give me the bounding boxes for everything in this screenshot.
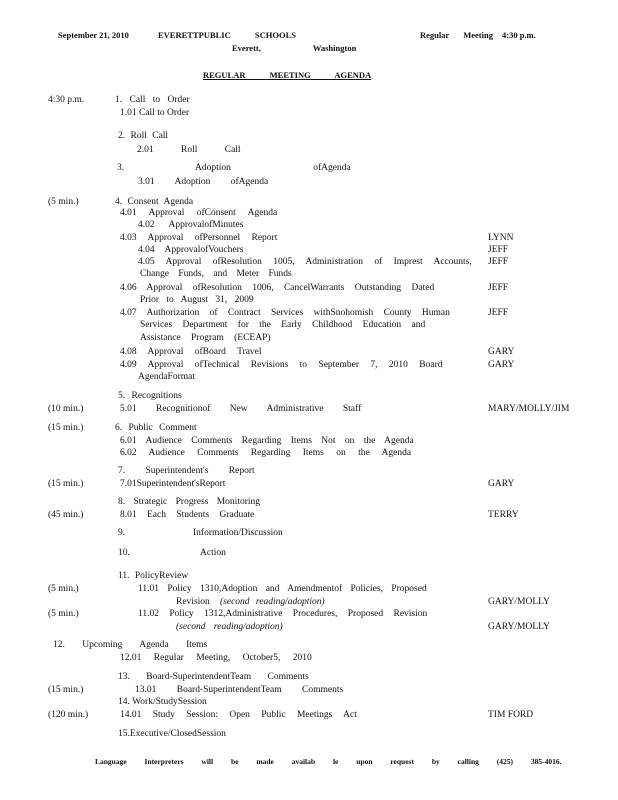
agenda-item: 6.02 Audience Comments Regarding Items on the Agenda: [120, 448, 412, 458]
meeting-date: September 21, 2010: [58, 30, 129, 40]
time-allotment: (10 min.): [48, 404, 84, 414]
agenda-item-continued: Services Department for the Early Childhood Education and: [140, 320, 426, 330]
presenter: LYNN: [488, 233, 514, 243]
agenda-item: 3.01 Adoption ofAgenda: [138, 177, 269, 187]
agenda-item: 4. Consent Agenda: [115, 197, 194, 207]
agenda-item: 11.01 Policy 1310,Adoption and Amendmentof Policies, Proposed: [138, 584, 427, 594]
agenda-item: 1.01 Call to Order: [120, 108, 190, 118]
agenda-item: 7.01Superintendent'sReport: [120, 479, 226, 489]
time-allotment: (45 min.): [48, 510, 84, 520]
presenter: JEFF: [488, 308, 509, 318]
presenter: TERRY: [488, 510, 519, 520]
agenda-item: 12. Upcoming Agenda Items: [53, 640, 208, 650]
reading-note: (second reading/adoption): [220, 597, 325, 607]
presenter: JEFF: [488, 257, 509, 267]
presenter: TIM FORD: [488, 710, 534, 720]
agenda-item: 5.01 Recognitionof New Administrative Staff: [120, 404, 362, 414]
agenda-item: 12.01 Regular Meeting, October5, 2010: [120, 653, 312, 663]
time-allotment: (120 min.): [48, 710, 89, 720]
meeting-time: 4:30 p.m.: [502, 30, 536, 40]
time-allotment: (15 min.): [48, 479, 84, 489]
agenda-item: 14.01 Study Session: Open Public Meetings Act: [120, 710, 357, 720]
agenda-item: Adoption ofAgenda: [195, 163, 351, 173]
agenda-item: 4.02 ApprovalofMinutes: [138, 220, 244, 230]
presenter: GARY: [488, 360, 515, 370]
agenda-item: 11. PolicyReview: [118, 571, 189, 581]
agenda-item: Information/Discussion: [193, 528, 283, 538]
agenda-item: 13.01 Board-SuperintendentTeam Comments: [135, 685, 344, 695]
agenda-item: 4.01 Approval ofConsent Agenda: [120, 208, 278, 218]
organization-name: EVERETTPUBLIC SCHOOLS: [158, 30, 296, 40]
time-allotment: (5 min.): [48, 584, 79, 594]
agenda-item-number: 10.: [118, 548, 130, 558]
time-allotment: (5 min.): [48, 197, 79, 207]
presenter: JEFF: [488, 283, 509, 293]
time-allotment: 4:30 p.m.: [48, 95, 85, 105]
presenter: GARY: [488, 347, 515, 357]
agenda-item: 4.04 ApprovalofVouchers: [138, 245, 244, 255]
agenda-item: 13. Board-SuperintendentTeam Comments: [118, 672, 309, 682]
agenda-item: 4.05 Approval ofResolution 1005, Administration of Imprest Accounts,: [138, 257, 472, 267]
agenda-item: 7. Superintendent's Report: [118, 466, 255, 476]
agenda-item: 8.01 Each Students Graduate: [120, 510, 255, 520]
presenter: GARY/MOLLY: [488, 622, 550, 632]
agenda-item-number: 9.: [118, 528, 126, 538]
agenda-item-continued: Prior to August 31, 2009: [140, 295, 254, 305]
agenda-item: 4.07 Authorization of Contract Services withSnohomish County Human: [120, 308, 450, 318]
presenter: JEFF: [488, 245, 509, 255]
reading-note: (second reading/adoption): [176, 622, 283, 632]
agenda-item-continued: Change Funds, and Meter Funds: [140, 269, 292, 279]
agenda-item: 1. Call to Order: [115, 95, 190, 105]
agenda-item: 4.08 Approval ofBoard Travel: [120, 347, 262, 357]
agenda-item: 4.09 Approval ofTechnical Revisions to September 7, 2010 Board: [120, 360, 443, 370]
time-allotment: (15 min.): [48, 423, 84, 433]
agenda-item: 11.02 Policy 1312,Administrative Procedures, Proposed Revision: [138, 609, 428, 619]
presenter: GARY: [488, 479, 515, 489]
agenda-item: 4.03 Approval ofPersonnel Report: [120, 233, 278, 243]
agenda-item: 5. Recognitions: [118, 391, 182, 401]
agenda-item-continued: Revision: [176, 597, 210, 607]
meeting-type: Regular Meeting: [420, 30, 493, 40]
agenda-item: 6.01 Audience Comments Regarding Items Not on the Agenda: [120, 436, 414, 446]
agenda-item-number: 3.: [117, 163, 125, 173]
agenda-item: 14. Work/StudySession: [118, 697, 207, 707]
agenda-item: 2.01 Roll Call: [137, 145, 241, 155]
time-allotment: (5 min.): [48, 609, 79, 619]
time-allotment: (15 min.): [48, 685, 84, 695]
agenda-item: 15.Executive/ClosedSession: [118, 729, 226, 739]
agenda-title: REGULAR MEETING AGENDA: [203, 70, 372, 80]
agenda-item: 8. Strategic Progress Monitoring: [118, 497, 261, 507]
agenda-item-continued: Assistance Program (ECEAP): [140, 333, 271, 343]
presenter: MARY/MOLLY/JIM: [488, 404, 570, 414]
agenda-item: 2. Roll Call: [118, 131, 169, 141]
agenda-item-continued: AgendaFormat: [138, 372, 195, 382]
agenda-item: 6. Public Comment: [115, 423, 197, 433]
agenda-item: Action: [200, 548, 226, 558]
meeting-location: Everett, Washington: [232, 43, 357, 53]
agenda-item: 4.06 Approval ofResolution 1006, CancelWarrants Outstanding Dated: [120, 283, 435, 293]
interpreter-notice: Language Interpreters will be made availab le upon request by calling (425) 385-4016.: [95, 757, 562, 766]
presenter: GARY/MOLLY: [488, 597, 550, 607]
